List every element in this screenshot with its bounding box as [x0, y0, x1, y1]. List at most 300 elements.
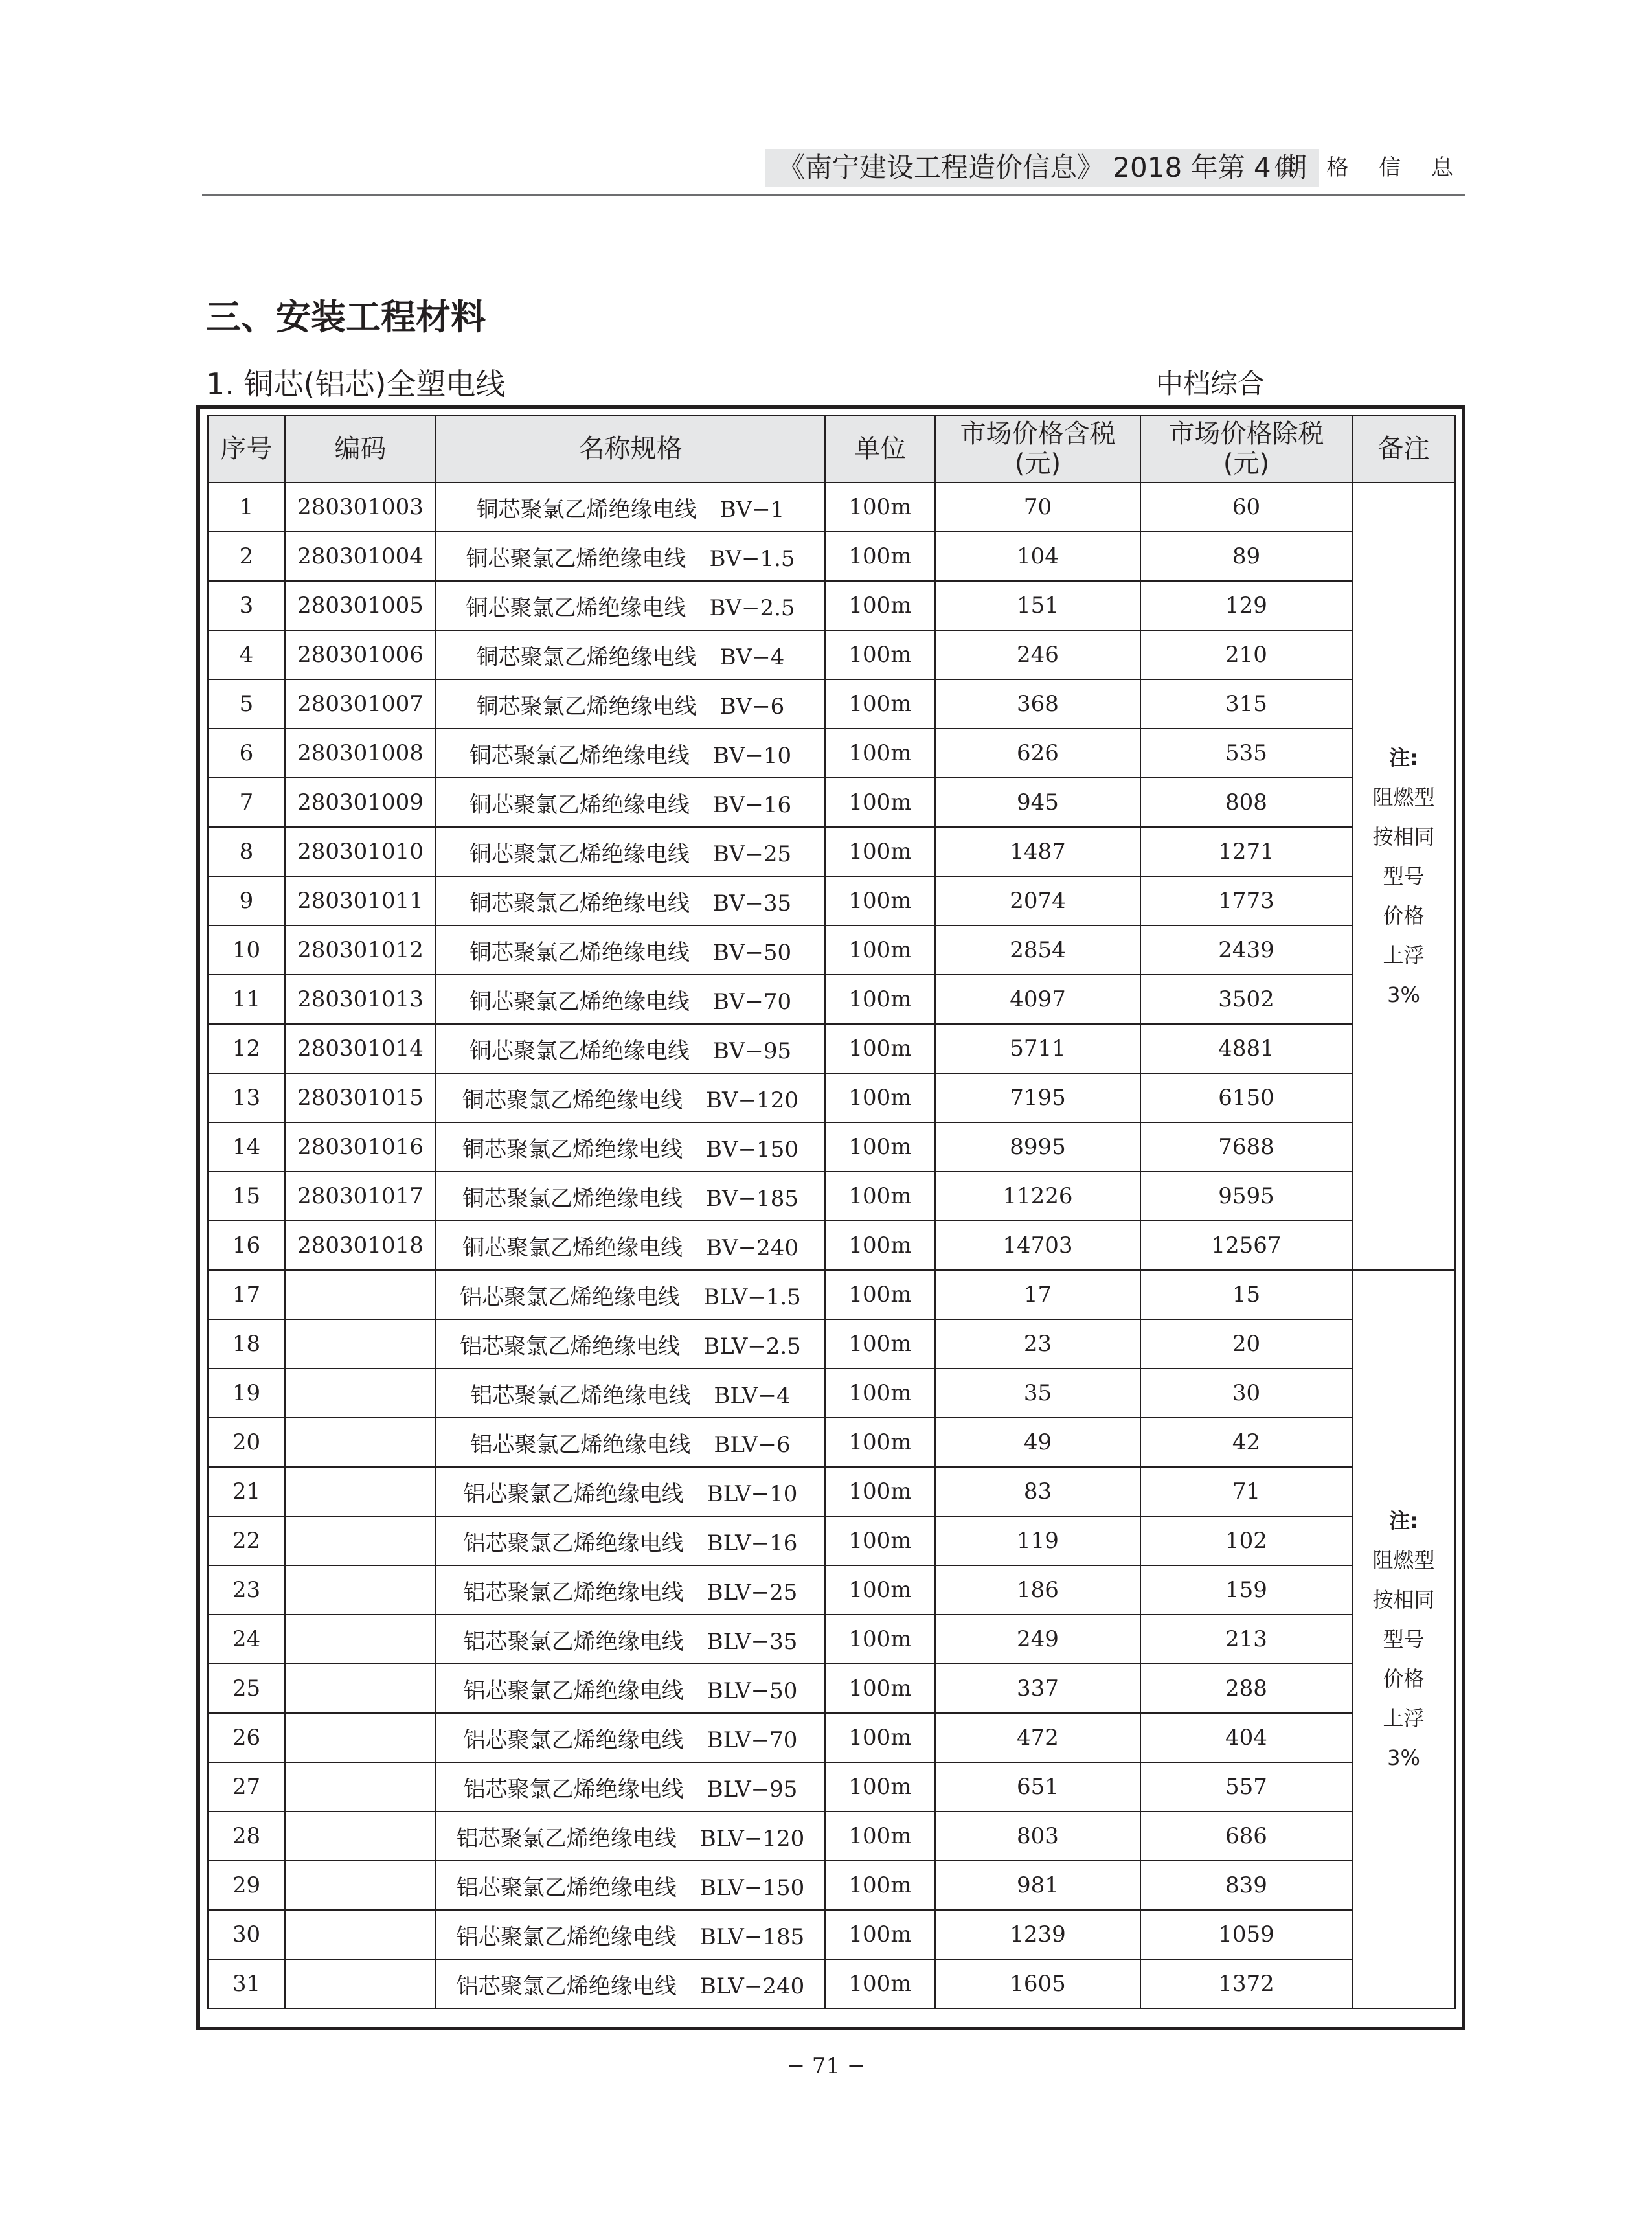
cell-spec-text: BV−120 — [706, 1087, 798, 1113]
cell-name-text: 铝芯聚氯乙烯绝缘电线 — [463, 1776, 684, 1802]
table-row — [208, 483, 1455, 532]
cell-price-notax: 404 — [1140, 1713, 1352, 1762]
table-row — [208, 532, 1455, 581]
cell-unit: 100m — [825, 1762, 935, 1811]
table-row — [208, 1221, 1455, 1270]
page-number: − 71 − — [786, 2053, 866, 2079]
cell-price-tax: 4097 — [935, 975, 1140, 1024]
cell-seq: 23 — [208, 1565, 285, 1615]
remark-line: 3% — [1387, 982, 1420, 1007]
cell-name-text: 铜芯聚氯乙烯绝缘电线 — [462, 1234, 683, 1261]
cell-price-notax: 20 — [1140, 1319, 1352, 1369]
cell-spec-text: BV−150 — [706, 1136, 798, 1163]
cell-unit: 100m — [825, 1369, 935, 1418]
cell-price-tax: 651 — [935, 1762, 1140, 1811]
cell-spec-text: BLV−6 — [714, 1431, 791, 1458]
cell-name — [436, 1467, 825, 1516]
cell-spec-text: BLV−35 — [707, 1628, 798, 1655]
table-row — [208, 778, 1455, 827]
cell-name — [436, 1615, 825, 1664]
header-unit: 单位 — [825, 415, 935, 483]
cell-spec-text: BV−2.5 — [709, 595, 795, 621]
cell-name-text: 铜芯聚氯乙烯绝缘电线 — [466, 545, 686, 572]
cell-price-notax: 1059 — [1140, 1910, 1352, 1959]
cell-price-notax: 89 — [1140, 532, 1352, 581]
cell-spec-text: BV−1.5 — [709, 545, 795, 572]
cell-price-notax: 42 — [1140, 1418, 1352, 1467]
page-title: 三、安装工程材料 — [206, 297, 486, 337]
cell-code — [285, 1762, 436, 1811]
header-price-tax — [935, 415, 1140, 483]
table-row — [208, 1369, 1455, 1418]
cell-spec-text: BLV−1.5 — [703, 1284, 801, 1310]
cell-seq: 4 — [208, 630, 285, 679]
cell-seq: 14 — [208, 1122, 285, 1172]
cell-spec-text: BLV−70 — [707, 1727, 798, 1753]
cell-code: 280301013 — [285, 975, 436, 1024]
cell-seq: 5 — [208, 679, 285, 729]
cell-price-tax: 5711 — [935, 1024, 1140, 1073]
table-row — [208, 1811, 1455, 1861]
cell-code: 280301006 — [285, 630, 436, 679]
cell-price-tax: 23 — [935, 1319, 1140, 1369]
table-row — [208, 581, 1455, 630]
cell-name-text: 铝芯聚氯乙烯绝缘电线 — [460, 1333, 681, 1359]
cell-seq: 24 — [208, 1615, 285, 1664]
cell-price-tax: 803 — [935, 1811, 1140, 1861]
cell-price-notax: 71 — [1140, 1467, 1352, 1516]
cell-unit: 100m — [825, 679, 935, 729]
cell-spec-text: BLV−50 — [707, 1677, 798, 1704]
remark-line: 上浮 — [1383, 1705, 1425, 1731]
cell-price-tax: 472 — [935, 1713, 1140, 1762]
cell-unit: 100m — [825, 1565, 935, 1615]
cell-code — [285, 1319, 436, 1369]
cell-code — [285, 1270, 436, 1319]
cell-name-text: 铜芯聚氯乙烯绝缘电线 — [469, 791, 690, 818]
cell-name — [436, 1024, 825, 1073]
cell-unit: 100m — [825, 1073, 935, 1122]
cell-price-notax: 9595 — [1140, 1172, 1352, 1221]
cell-code — [285, 1811, 436, 1861]
cell-code: 280301004 — [285, 532, 436, 581]
table-row — [208, 1565, 1455, 1615]
cell-price-tax: 14703 — [935, 1221, 1140, 1270]
cell-name-text: 铜芯聚氯乙烯绝缘电线 — [469, 939, 690, 966]
cell-name — [436, 1172, 825, 1221]
cell-code: 280301011 — [285, 876, 436, 926]
table-row — [208, 1959, 1455, 2008]
cell-name — [436, 1122, 825, 1172]
remark-line: 上浮 — [1383, 942, 1425, 968]
cell-price-notax: 129 — [1140, 581, 1352, 630]
remark-line: 3% — [1387, 1745, 1420, 1770]
cell-price-tax: 2074 — [935, 876, 1140, 926]
cell-name — [436, 1959, 825, 2008]
cell-price-notax: 213 — [1140, 1615, 1352, 1664]
cell-seq: 12 — [208, 1024, 285, 1073]
cell-price-tax: 249 — [935, 1615, 1140, 1664]
cell-price-tax: 186 — [935, 1565, 1140, 1615]
publication-title: 《南宁建设工程造价信息》 2018 年第 4 期 — [765, 149, 1319, 187]
cell-name-text: 铝芯聚氯乙烯绝缘电线 — [470, 1382, 691, 1409]
cell-code — [285, 1959, 436, 2008]
cell-price-notax: 60 — [1140, 483, 1352, 532]
cell-spec-text: BV−35 — [712, 890, 792, 916]
remark-line: 型号 — [1383, 863, 1425, 889]
cell-unit: 100m — [825, 1959, 935, 2008]
cell-name — [436, 1713, 825, 1762]
cell-seq: 26 — [208, 1713, 285, 1762]
cell-price-tax: 104 — [935, 532, 1140, 581]
cell-price-notax: 6150 — [1140, 1073, 1352, 1122]
cell-code — [285, 1418, 436, 1467]
cell-seq: 16 — [208, 1221, 285, 1270]
cell-seq: 10 — [208, 926, 285, 975]
cell-unit: 100m — [825, 630, 935, 679]
cell-name-text: 铝芯聚氯乙烯绝缘电线 — [460, 1284, 681, 1310]
header-price-notax-line1: 市场价格除税 — [1168, 419, 1324, 449]
remark-line: 价格 — [1383, 903, 1425, 928]
cell-seq: 8 — [208, 827, 285, 876]
cell-seq: 25 — [208, 1664, 285, 1713]
cell-name-text: 铜芯聚氯乙烯绝缘电线 — [476, 644, 697, 670]
cell-seq: 27 — [208, 1762, 285, 1811]
running-header — [202, 142, 1465, 196]
cell-code: 280301016 — [285, 1122, 436, 1172]
cell-name-text: 铜芯聚氯乙烯绝缘电线 — [476, 496, 697, 523]
cell-unit: 100m — [825, 1172, 935, 1221]
cell-name-text: 铝芯聚氯乙烯绝缘电线 — [463, 1579, 684, 1606]
cell-spec-text: BV−95 — [712, 1038, 792, 1064]
cell-unit: 100m — [825, 1024, 935, 1073]
cell-spec-text: BLV−95 — [707, 1776, 798, 1802]
header-name: 名称规格 — [436, 415, 825, 483]
table-row — [208, 630, 1455, 679]
cell-name — [436, 778, 825, 827]
table-row — [208, 827, 1455, 876]
cell-price-tax: 626 — [935, 729, 1140, 778]
cell-price-notax: 1773 — [1140, 876, 1352, 926]
cell-spec-text: BV−6 — [719, 693, 785, 720]
cell-name-text: 铜芯聚氯乙烯绝缘电线 — [466, 595, 686, 621]
cell-seq: 29 — [208, 1861, 285, 1910]
cell-seq: 3 — [208, 581, 285, 630]
header-price-tax-line1: 市场价格含税 — [960, 419, 1116, 449]
cell-spec-text: BV−50 — [712, 939, 792, 966]
cell-name-text: 铜芯聚氯乙烯绝缘电线 — [462, 1087, 683, 1113]
cell-unit: 100m — [825, 1811, 935, 1861]
cell-unit: 100m — [825, 581, 935, 630]
cell-price-tax: 70 — [935, 483, 1140, 532]
cell-spec-text: BLV−150 — [699, 1874, 805, 1901]
header-code: 编码 — [285, 415, 436, 483]
cell-price-notax: 1271 — [1140, 827, 1352, 876]
cell-code: 280301003 — [285, 483, 436, 532]
cell-price-notax: 839 — [1140, 1861, 1352, 1910]
table-row — [208, 729, 1455, 778]
cell-unit: 100m — [825, 1122, 935, 1172]
cell-name-text: 铝芯聚氯乙烯绝缘电线 — [463, 1677, 684, 1704]
cell-seq: 21 — [208, 1467, 285, 1516]
cell-price-tax: 151 — [935, 581, 1140, 630]
cell-spec-text: BLV−240 — [699, 1973, 805, 1999]
cell-name — [436, 532, 825, 581]
cell-name — [436, 876, 825, 926]
cell-name-text: 铜芯聚氯乙烯绝缘电线 — [469, 841, 690, 867]
cell-code — [285, 1861, 436, 1910]
cell-price-notax: 4881 — [1140, 1024, 1352, 1073]
grade-label: 中档综合 — [1156, 368, 1265, 400]
cell-name-text: 铝芯聚氯乙烯绝缘电线 — [463, 1628, 684, 1655]
header-price-notax — [1140, 415, 1352, 483]
remark-line: 阻燃型 — [1372, 1547, 1435, 1573]
cell-name — [436, 1270, 825, 1319]
remark-line: 注: — [1389, 745, 1418, 770]
cell-price-tax: 2854 — [935, 926, 1140, 975]
cell-price-tax: 49 — [935, 1418, 1140, 1467]
table-row — [208, 1024, 1455, 1073]
cell-code: 280301009 — [285, 778, 436, 827]
cell-seq: 6 — [208, 729, 285, 778]
table-row — [208, 1713, 1455, 1762]
cell-name — [436, 679, 825, 729]
cell-price-notax: 30 — [1140, 1369, 1352, 1418]
remark-line: 注: — [1389, 1508, 1418, 1533]
cell-unit: 100m — [825, 827, 935, 876]
cell-price-tax: 945 — [935, 778, 1140, 827]
cell-unit: 100m — [825, 1467, 935, 1516]
cell-name-text: 铝芯聚氯乙烯绝缘电线 — [456, 1973, 677, 1999]
table-row — [208, 679, 1455, 729]
cell-price-tax: 83 — [935, 1467, 1140, 1516]
cell-code: 280301007 — [285, 679, 436, 729]
cell-name-text: 铜芯聚氯乙烯绝缘电线 — [462, 1136, 683, 1163]
cell-price-notax: 686 — [1140, 1811, 1352, 1861]
cell-seq: 9 — [208, 876, 285, 926]
cell-seq: 1 — [208, 483, 285, 532]
cell-name — [436, 1369, 825, 1418]
cell-code — [285, 1615, 436, 1664]
cell-spec-text: BLV−4 — [714, 1382, 791, 1409]
cell-name — [436, 1516, 825, 1565]
cell-unit: 100m — [825, 729, 935, 778]
cell-name-text: 铜芯聚氯乙烯绝缘电线 — [469, 1038, 690, 1064]
cell-name-text: 铜芯聚氯乙烯绝缘电线 — [469, 988, 690, 1015]
cell-name — [436, 483, 825, 532]
table-row — [208, 1615, 1455, 1664]
table-body — [208, 483, 1455, 2008]
cell-price-notax: 210 — [1140, 630, 1352, 679]
cell-spec-text: BV−70 — [712, 988, 792, 1015]
cell-spec-text: BLV−25 — [707, 1579, 798, 1606]
cell-price-tax: 7195 — [935, 1073, 1140, 1122]
table-row — [208, 1270, 1455, 1319]
cell-price-notax: 159 — [1140, 1565, 1352, 1615]
table-row — [208, 1861, 1455, 1910]
cell-code: 280301012 — [285, 926, 436, 975]
cell-code — [285, 1516, 436, 1565]
cell-code — [285, 1664, 436, 1713]
cell-code — [285, 1910, 436, 1959]
cell-price-tax: 1605 — [935, 1959, 1140, 2008]
cell-spec-text: BV−1 — [719, 496, 785, 523]
cell-seq: 2 — [208, 532, 285, 581]
table-row — [208, 1073, 1455, 1122]
cell-price-notax: 2439 — [1140, 926, 1352, 975]
cell-unit: 100m — [825, 1910, 935, 1959]
cell-spec-text: BV−25 — [712, 841, 792, 867]
cell-unit: 100m — [825, 483, 935, 532]
cell-seq: 17 — [208, 1270, 285, 1319]
cell-seq: 13 — [208, 1073, 285, 1122]
cell-price-notax: 12567 — [1140, 1221, 1352, 1270]
header-remark: 备注 — [1352, 415, 1455, 483]
cell-code: 280301014 — [285, 1024, 436, 1073]
cell-name — [436, 1861, 825, 1910]
cell-price-tax: 1487 — [935, 827, 1140, 876]
cell-unit: 100m — [825, 1418, 935, 1467]
cell-price-tax: 368 — [935, 679, 1140, 729]
cell-unit: 100m — [825, 926, 935, 975]
cell-unit: 100m — [825, 1713, 935, 1762]
remark-line: 按相同 — [1372, 1587, 1435, 1612]
table-row — [208, 1664, 1455, 1713]
cell-spec-text: BV−4 — [719, 644, 785, 670]
cell-name — [436, 581, 825, 630]
cell-price-tax: 119 — [935, 1516, 1140, 1565]
cell-seq: 18 — [208, 1319, 285, 1369]
cell-code — [285, 1565, 436, 1615]
cell-seq: 30 — [208, 1910, 285, 1959]
table-row — [208, 926, 1455, 975]
cell-name — [436, 975, 825, 1024]
cell-name — [436, 1418, 825, 1467]
cell-name-text: 铝芯聚氯乙烯绝缘电线 — [463, 1481, 684, 1507]
cell-unit: 100m — [825, 1615, 935, 1664]
cell-code — [285, 1467, 436, 1516]
cell-price-tax: 1239 — [935, 1910, 1140, 1959]
cell-spec-text: BLV−120 — [699, 1825, 805, 1852]
cell-unit: 100m — [825, 778, 935, 827]
cell-code: 280301010 — [285, 827, 436, 876]
cell-name — [436, 1910, 825, 1959]
table-row — [208, 1418, 1455, 1467]
cell-code — [285, 1369, 436, 1418]
cell-name-text: 铝芯聚氯乙烯绝缘电线 — [456, 1825, 677, 1852]
cell-unit: 100m — [825, 1861, 935, 1910]
cell-price-tax: 11226 — [935, 1172, 1140, 1221]
price-table — [207, 415, 1456, 2009]
cell-code: 280301008 — [285, 729, 436, 778]
cell-code: 280301005 — [285, 581, 436, 630]
table-row — [208, 1122, 1455, 1172]
cell-price-tax: 337 — [935, 1664, 1140, 1713]
cell-name-text: 铝芯聚氯乙烯绝缘电线 — [463, 1727, 684, 1753]
cell-price-notax: 3502 — [1140, 975, 1352, 1024]
table-row — [208, 1516, 1455, 1565]
cell-price-notax: 535 — [1140, 729, 1352, 778]
cell-code: 280301015 — [285, 1073, 436, 1122]
cell-seq: 31 — [208, 1959, 285, 2008]
cell-name-text: 铜芯聚氯乙烯绝缘电线 — [469, 890, 690, 916]
table-row — [208, 1467, 1455, 1516]
section-label: 价 格 信 息 — [1274, 155, 1465, 181]
cell-seq: 11 — [208, 975, 285, 1024]
cell-unit: 100m — [825, 1516, 935, 1565]
cell-code: 280301018 — [285, 1221, 436, 1270]
cell-spec-text: BLV−185 — [699, 1924, 805, 1950]
cell-spec-text: BLV−16 — [707, 1530, 798, 1556]
cell-price-notax: 15 — [1140, 1270, 1352, 1319]
table-row — [208, 975, 1455, 1024]
cell-spec-text: BV−240 — [706, 1234, 798, 1261]
cell-price-tax: 981 — [935, 1861, 1140, 1910]
cell-name — [436, 630, 825, 679]
cell-seq: 28 — [208, 1811, 285, 1861]
cell-price-notax: 315 — [1140, 679, 1352, 729]
cell-price-tax: 8995 — [935, 1122, 1140, 1172]
cell-price-tax: 246 — [935, 630, 1140, 679]
cell-seq: 15 — [208, 1172, 285, 1221]
cell-name — [436, 1811, 825, 1861]
table-row — [208, 1172, 1455, 1221]
cell-code — [285, 1713, 436, 1762]
cell-price-notax: 288 — [1140, 1664, 1352, 1713]
cell-price-notax: 557 — [1140, 1762, 1352, 1811]
cell-spec-text: BLV−2.5 — [703, 1333, 801, 1359]
cell-name-text: 铜芯聚氯乙烯绝缘电线 — [462, 1185, 683, 1212]
remark-line: 阻燃型 — [1372, 784, 1435, 810]
cell-unit: 100m — [825, 975, 935, 1024]
cell-spec-text: BV−10 — [712, 742, 792, 769]
remark-copper — [1352, 483, 1455, 1270]
remark-line: 按相同 — [1372, 824, 1435, 849]
cell-name — [436, 1319, 825, 1369]
cell-price-tax: 35 — [935, 1369, 1140, 1418]
cell-name-text: 铝芯聚氯乙烯绝缘电线 — [463, 1530, 684, 1556]
remark-aluminum — [1352, 1270, 1455, 2008]
header-price-tax-line2: (元) — [1014, 449, 1061, 479]
table-title: 1. 铜芯(铝芯)全塑电线 — [206, 367, 506, 402]
table-row — [208, 876, 1455, 926]
cell-seq: 19 — [208, 1369, 285, 1418]
cell-unit: 100m — [825, 532, 935, 581]
header-seq: 序号 — [208, 415, 285, 483]
cell-name — [436, 827, 825, 876]
cell-name-text: 铝芯聚氯乙烯绝缘电线 — [456, 1924, 677, 1950]
remark-line: 价格 — [1383, 1666, 1425, 1691]
cell-unit: 100m — [825, 876, 935, 926]
cell-price-notax: 7688 — [1140, 1122, 1352, 1172]
cell-name-text: 铜芯聚氯乙烯绝缘电线 — [469, 742, 690, 769]
cell-seq: 20 — [208, 1418, 285, 1467]
header-price-notax-line2: (元) — [1223, 449, 1270, 479]
cell-spec-text: BV−16 — [712, 791, 792, 818]
cell-name — [436, 729, 825, 778]
cell-name — [436, 1762, 825, 1811]
cell-price-notax: 1372 — [1140, 1959, 1352, 2008]
cell-unit: 100m — [825, 1664, 935, 1713]
cell-name — [436, 926, 825, 975]
cell-seq: 22 — [208, 1516, 285, 1565]
table-header-row — [208, 415, 1455, 483]
cell-name-text: 铝芯聚氯乙烯绝缘电线 — [456, 1874, 677, 1901]
cell-name — [436, 1664, 825, 1713]
table-row — [208, 1319, 1455, 1369]
cell-spec-text: BLV−10 — [707, 1481, 798, 1507]
cell-name — [436, 1221, 825, 1270]
